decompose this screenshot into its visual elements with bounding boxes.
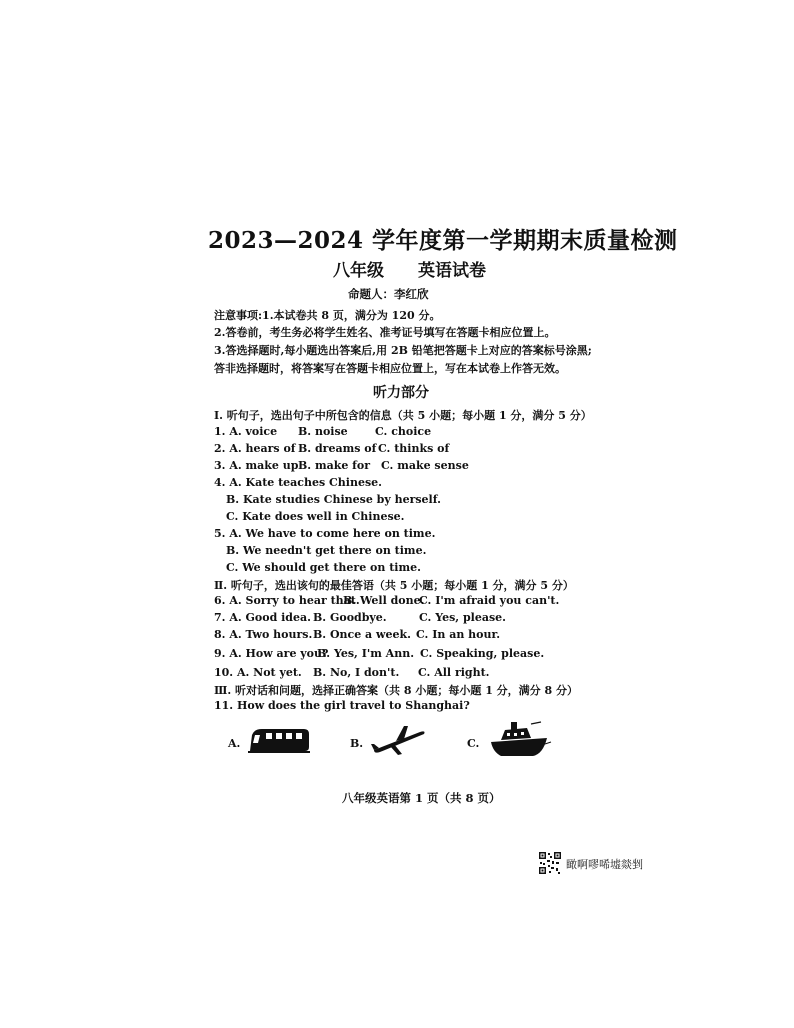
q11-option-a-label: A. bbox=[228, 737, 241, 750]
q4-a: 4. A. Kate teaches Chinese. bbox=[214, 476, 382, 489]
section-3-heading: Ⅲ. 听对话和问题，选择正确答案（共 8 小题；每小题 1 分，满分 8 分） bbox=[214, 684, 578, 697]
q9-b: B. Yes, I'm Ann. bbox=[317, 647, 415, 660]
grade-label: 八年级 bbox=[333, 261, 384, 281]
q2-b: B. dreams of bbox=[298, 442, 377, 455]
q4-b: B. Kate studies Chinese by herself. bbox=[226, 493, 441, 506]
q6-a: 6. A. Sorry to hear that. bbox=[214, 594, 360, 607]
section-1-heading: Ⅰ. 听句子，选出句子中所包含的信息（共 5 小题；每小题 1 分，满分 5 分） bbox=[214, 409, 592, 422]
q8-a: 8. A. Two hours. bbox=[214, 628, 313, 641]
q8-c: C. In an hour. bbox=[416, 628, 501, 641]
q5-c: C. We should get there on time. bbox=[226, 561, 421, 574]
page-footer: 八年级英语第 1 页（共 8 页） bbox=[342, 791, 501, 805]
q1-c: C. choice bbox=[375, 425, 432, 438]
q2-c: C. thinks of bbox=[378, 442, 450, 455]
q5-a: 5. A. We have to come here on time. bbox=[214, 527, 436, 540]
q9-a: 9. A. How are you? bbox=[214, 647, 329, 660]
q1-b: B. noise bbox=[298, 425, 348, 438]
section-2-heading: Ⅱ. 听句子，选出该句的最佳答语（共 5 小题；每小题 1 分，满分 5 分） bbox=[214, 579, 574, 592]
q11-question: 11. How does the girl travel to Shanghai? bbox=[214, 699, 470, 712]
q5-b: B. We needn't get there on time. bbox=[226, 544, 427, 557]
paper-label: 英语试卷 bbox=[418, 261, 486, 281]
q1-a: 1. A. voice bbox=[214, 425, 278, 438]
q8-b: B. Once a week. bbox=[313, 628, 411, 641]
watermark-text: 瞰啊嘐唏墟燚剉 bbox=[566, 858, 643, 871]
qr-code-icon bbox=[538, 851, 562, 875]
q7-a: 7. A. Good idea. bbox=[214, 611, 311, 624]
q11-option-b-label: B. bbox=[350, 737, 364, 750]
note-3: 3.答选择题时,每小题选出答案后,用 2B 铅笔把答题卡上对应的答案标号涂黑; bbox=[214, 344, 592, 357]
q10-a: 10. A. Not yet. bbox=[214, 666, 302, 679]
q7-c: C. Yes, please. bbox=[419, 611, 506, 624]
train-icon bbox=[246, 725, 312, 755]
note-2: 2.答卷前，考生务必将学生姓名、准考证号填写在答题卡相应位置上。 bbox=[214, 326, 556, 339]
q3-b: B. make for bbox=[298, 459, 371, 472]
note-4: 答非选择题时，将答案写在答题卡相应位置上，写在本试卷上作答无效。 bbox=[214, 362, 566, 375]
q10-b: B. No, I don't. bbox=[313, 666, 400, 679]
q11-option-c-label: C. bbox=[467, 737, 480, 750]
note-1: 注意事项:1.本试卷共 8 页，满分为 120 分。 bbox=[214, 309, 441, 322]
q3-a: 3. A. make up bbox=[214, 459, 299, 472]
q10-c: C. All right. bbox=[418, 666, 490, 679]
q2-a: 2. A. hears of bbox=[214, 442, 296, 455]
q6-b: B. Well done. bbox=[343, 594, 425, 607]
q6-c: C. I'm afraid you can't. bbox=[419, 594, 560, 607]
q7-b: B. Goodbye. bbox=[313, 611, 387, 624]
q4-c: C. Kate does well in Chinese. bbox=[226, 510, 405, 523]
ship-icon bbox=[487, 716, 555, 762]
author-line: 命题人：李红欣 bbox=[348, 287, 429, 301]
listening-title: 听力部分 bbox=[373, 385, 429, 401]
airplane-icon bbox=[368, 722, 428, 756]
q3-c: C. make sense bbox=[381, 459, 469, 472]
exam-title: 2023—2024 学年度第一学期期末质量检测 bbox=[208, 227, 678, 254]
q9-c: C. Speaking, please. bbox=[420, 647, 545, 660]
